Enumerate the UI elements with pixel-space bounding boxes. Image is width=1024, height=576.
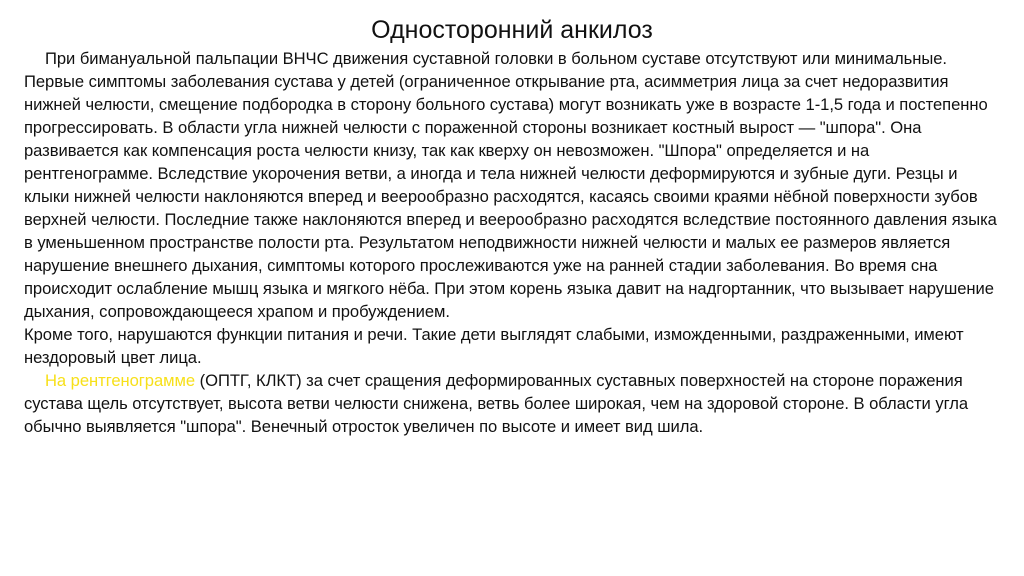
paragraph-functions: Кроме того, нарушаются функции питания и речи. Такие дети выглядят слабыми, изможденными, раздраженными, имеют нездоровый цвет лица. — [24, 325, 964, 367]
slide-title: Односторонний анкилоз — [371, 16, 653, 44]
paragraph-symptoms: При бимануальной пальпации ВНЧС движения суставной головки в больном суставе отсутствуют или минимальные. Первые симптомы заболевания сустава у детей (ограниченное открывание рта, асимметрия лица за счет недоразвития нижней челюсти, смещение подбородка в сторону больного сустава) могут возникать уже в возрасте 1-1,5 года и постепенно прогрессировать. В области угла нижней челюсти с пораженной стороны возникает костный вырост — "шпора". Она развивается как компенсация роста челюсти книзу, так как кверху он невозможен. "Шпора" определяется и на рентгенограмме. Вследствие укорочения ветви, а иногда и тела нижней челюсти деформируются и зубные дуги. Резцы и клыки нижней челюсти наклоняются вперед и веерообразно расходятся, касаясь своими краями нёбной поверхности зубов верхней челюсти. Последние также наклоняются вперед и веерообразно расходятся вследствие постоянного давления языка в уменьшенном пространстве полости рта. Результатом неподвижности нижней челюсти и малых ее размеров является нарушение внешнего дыхания, симптомы которого прослеживаются уже на ранней стадии заболевания. Во время сна происходит ослабление мышц языка и мягкого нёба. При этом корень языка давит на надгортанник, что вызывает нарушение дыхания, сопровождающееся храпом и пробуждением. — [24, 49, 997, 321]
paragraph-radiography-text: (ОПТГ, КЛКТ) за счет сращения деформированных суставных поверхностей на стороне поражения сустава щель отсутствует, высота ветви челюсти снижена, ветвь более широкая, чем на здоровой стороне. В области угла обычно выявляется "шпора". Венечный отросток увеличен по высоте и имеет вид шила. — [24, 371, 969, 436]
slide-body — [24, 47, 1000, 438]
highlight-radiograph-term: На рентгенограмме — [45, 371, 196, 390]
paragraph-radiography — [24, 369, 1000, 438]
